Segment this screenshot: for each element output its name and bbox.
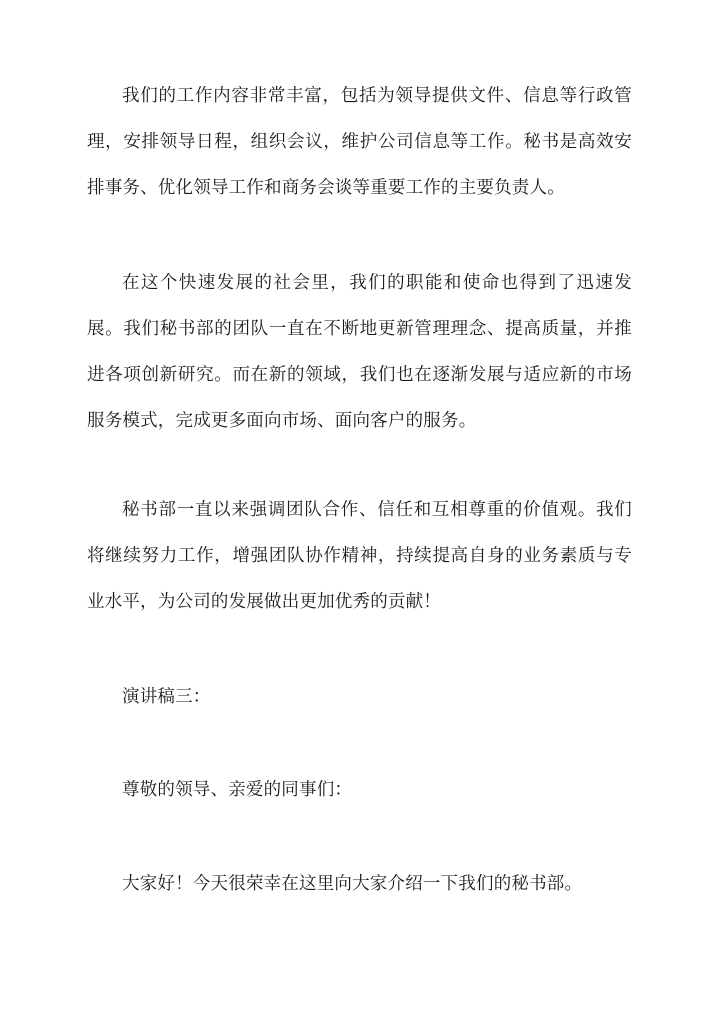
paragraph-values: 秘书部一直以来强调团队合作、信任和互相尊重的价值观。我们将继续努力工作，增强团队协作精神，持续提高自身的业务素质与专业水平，为公司的发展做出更加优秀的贡献！ xyxy=(87,500,632,612)
salutation: 尊敬的领导、亲爱的同事们： xyxy=(122,780,353,800)
speech-three-heading: 演讲稿三： xyxy=(122,687,211,707)
paragraph-work-content: 我们的工作内容非常丰富，包括为领导提供文件、信息等行政管理，安排领导日程，组织会议，维护公司信息等工作。秘书是高效安排事务、优化领导工作和商务会谈等重要工作的主要负责人。 xyxy=(87,86,632,198)
paragraph-development: 在这个快速发展的社会里，我们的职能和使命也得到了迅速发展。我们秘书部的团队一直在不断地更新管理理念、提高质量，并推进各项创新研究。而在新的领域，我们也在逐渐发展与适应新的市场服务模式，完成更多面向市场、面向客户的服务。 xyxy=(87,273,632,431)
greeting-paragraph: 大家好！今天很荣幸在这里向大家介绍一下我们的秘书部。 xyxy=(122,874,583,894)
